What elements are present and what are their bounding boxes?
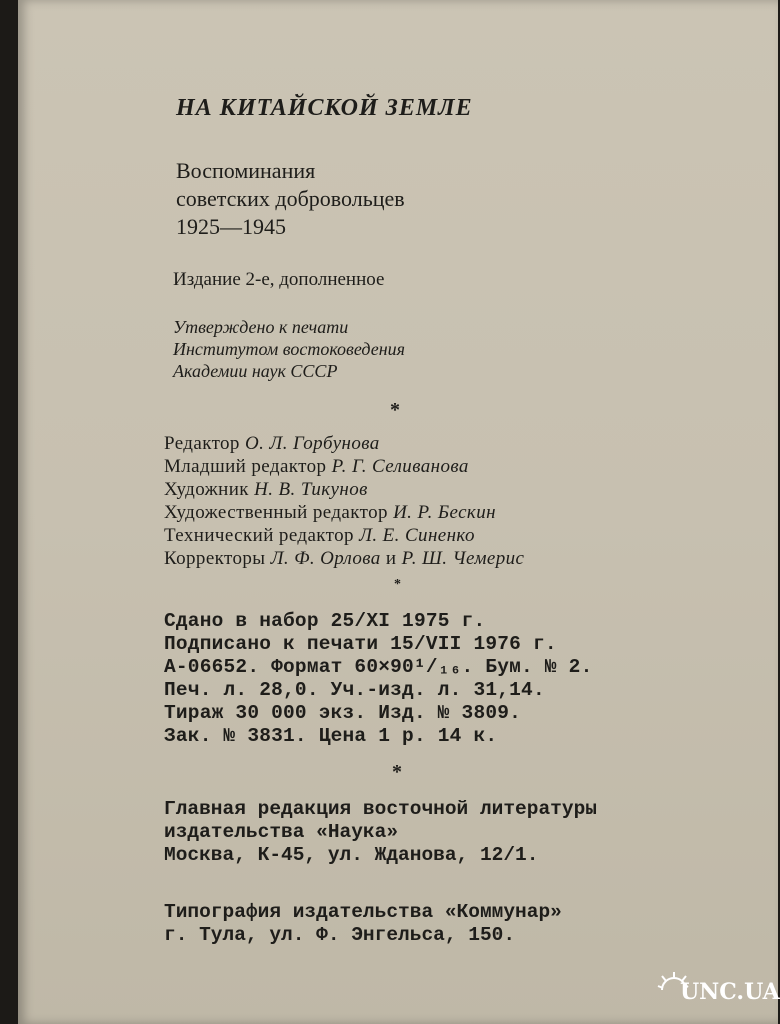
staff-line — [164, 549, 524, 568]
imprint-line: Сдано в набор 25/XI 1975 г. — [164, 610, 486, 632]
staff-joiner: и — [385, 548, 397, 569]
publisher-line: издательства «Наука» — [164, 821, 399, 843]
staff-names: Л. Е. Синенко — [359, 525, 475, 546]
watermark-text: UNC.UA — [680, 979, 780, 1005]
separator-star: * — [390, 399, 400, 421]
subtitle-line: советских добровольцев — [176, 186, 405, 211]
staff-line — [164, 480, 368, 499]
approval-line: Академии наук СССР — [173, 361, 338, 381]
staff-role: Художник — [164, 479, 249, 500]
staff-role: Редактор — [164, 433, 240, 454]
printer-line: г. Тула, ул. Ф. Энгельса, 150. — [164, 924, 516, 946]
printer-line: Типография издательства «Коммунар» — [164, 901, 562, 923]
staff-names: Р. Ш. Чемерис — [401, 548, 525, 569]
watermark — [658, 968, 780, 1012]
subtitle-line: Воспоминания — [176, 158, 316, 183]
staff-names: И. Р. Бескин — [393, 502, 496, 523]
approval-line: Утверждено к печати — [173, 317, 349, 337]
separator-star: * — [394, 577, 401, 592]
staff-role: Корректоры — [164, 548, 266, 569]
separator-star: * — [392, 761, 402, 783]
staff-names: Л. Ф. Орлова — [270, 548, 381, 569]
book-title: НА КИТАЙСКОЙ ЗЕМЛЕ — [176, 95, 473, 121]
staff-line — [164, 526, 475, 545]
subtitle-line: 1925—1945 — [176, 214, 286, 239]
staff-line — [164, 457, 469, 476]
imprint-line: Подписано к печати 15/VII 1976 г. — [164, 633, 557, 655]
staff-line — [164, 434, 380, 453]
imprint-line: Печ. л. 28,0. Уч.-изд. л. 31,14. — [164, 679, 545, 701]
staff-role: Младший редактор — [164, 456, 327, 477]
publisher-line: Главная редакция восточной литературы — [164, 798, 597, 820]
imprint-line: Зак. № 3831. Цена 1 р. 14 к. — [164, 725, 498, 747]
approval-line: Институтом востоковедения — [173, 339, 406, 359]
staff-names: О. Л. Горбунова — [245, 433, 380, 454]
edition-note: Издание 2-е, дополненное — [173, 269, 385, 290]
imprint-line: А-06652. Формат 60×90¹/₁₆. Бум. № 2. — [164, 656, 593, 678]
staff-line — [164, 503, 496, 522]
publisher-line: Москва, К-45, ул. Жданова, 12/1. — [164, 844, 539, 866]
imprint-line: Тираж 30 000 экз. Изд. № 3809. — [164, 702, 522, 724]
book-page — [18, 0, 778, 1024]
staff-names: Р. Г. Селиванова — [331, 456, 469, 477]
staff-role: Художественный редактор — [164, 502, 388, 523]
staff-role: Технический редактор — [164, 525, 354, 546]
staff-names: Н. В. Тикунов — [254, 479, 368, 500]
